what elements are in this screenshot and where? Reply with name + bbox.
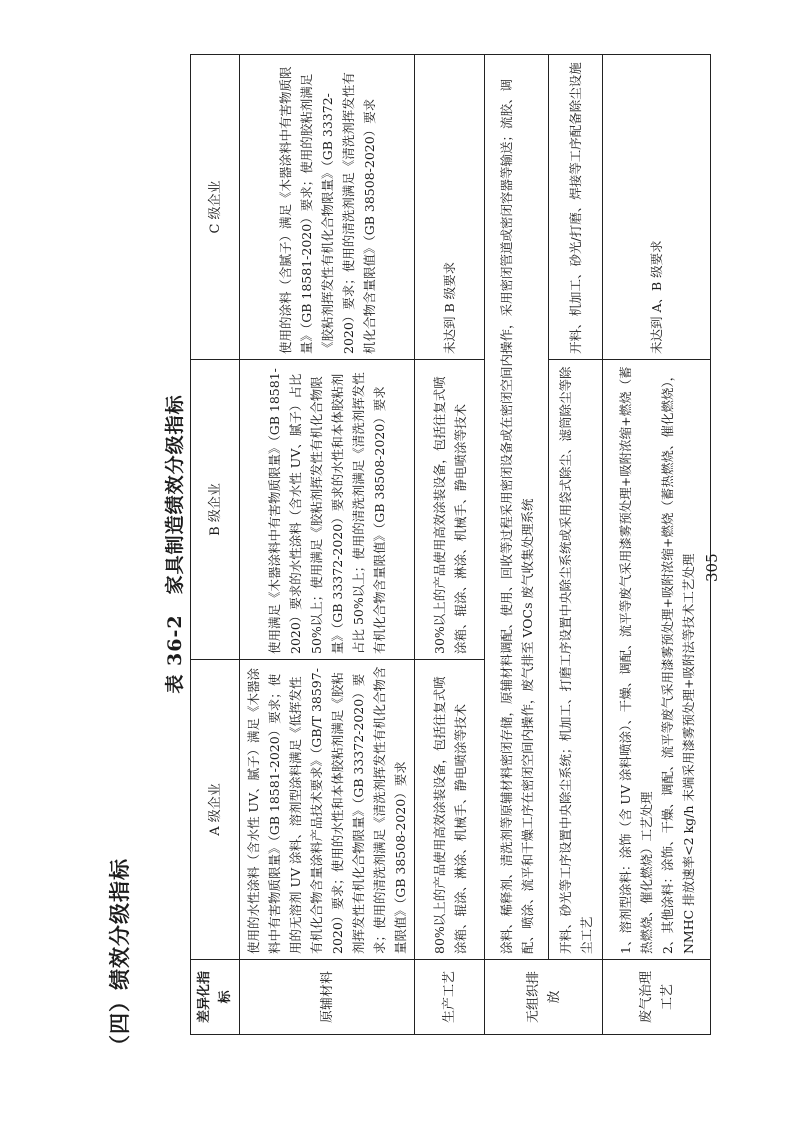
waste-gas-treatment-indicator: 废气治理工艺 [603, 960, 711, 1035]
page-number: 305 [703, 553, 721, 582]
production-process-grade-a: 80%以上的产品使用高效涂装设备，包括往复式喷涂箱、辊涂、淋涂、机械手、静电喷涂等技术 [415, 660, 485, 960]
production-process-indicator: 生产工艺 [415, 960, 485, 1035]
fugitive-emission-dust-c: 开料、机加工、砂光/打磨、焊接等工序配备除尘设施 [549, 55, 603, 360]
row-waste-gas-treatment [603, 55, 711, 1035]
fugitive-emission-dust-a-b: 开料、砂光等工序设置中央除尘系统；机加工、打磨工序设置中央除尘系统或采用袋式除尘、滤筒除尘等除尘工艺 [549, 360, 603, 960]
production-process-grade-c: 未达到 B 级要求 [415, 55, 485, 360]
section-title: （四）绩效分级指标 [107, 858, 132, 1056]
table-header-row [191, 55, 240, 1035]
raw-materials-grade-a: 使用的水性涂料（含水性 UV、腻子）满足《木器涂料中有害物质限量》（GB 18581-2020）要求；使用的无溶剂 UV 涂料、溶剂型涂料满足《低挥发性有机化合物含量涂料产品技术要求》（GB/T 38597-2020）要求；使用的水性和本体胶粘剂满足《胶粘剂挥发性有机化合物限量》（GB 33372-2020）要求；使用的清洗剂满足《清洗剂挥发性有机化合物含量限值》（GB 38508-2020）要求 [240, 660, 415, 960]
production-process-grade-b: 30%以上的产品使用高效涂装设备，包括往复式喷涂箱、辊涂、淋涂、机械手、静电喷涂等技术 [415, 360, 485, 660]
performance-grading-table [190, 54, 711, 1035]
waste-gas-treatment-a-b [603, 360, 711, 960]
waste-gas-treatment-c: 未达到 A、B 级要求 [603, 55, 711, 360]
table-caption: 表 36-2 家具制造绩效分级指标 [164, 394, 186, 694]
header-grade-b: B 级企业 [191, 360, 240, 660]
fugitive-emission-indicator: 无组织排放 [485, 960, 603, 1035]
header-grade-c: C 级企业 [191, 55, 240, 360]
raw-materials-grade-b: 使用满足《木器涂料中有害物质限量》（GB 18581-2020）要求的水性涂料（含水性 UV、腻子）占比 50%以上；使用满足《胶粘剂挥发性有机化合物限量》（GB 33372-2020）要求的水性和本体胶粘剂占比 50%以上；使用的清洗剂满足《清洗剂挥发性有机化合物含量限值》（GB 38508-2020）要求 [240, 360, 415, 660]
fugitive-emission-storage-requirement: 涂料、稀释剂、清洗剂等原辅材料密闭存储，原辅材料调配、使用、回收等过程采用密闭设备或在密闭空间内操作，采用密闭管道或密闭容器等输送；流胶、调配、喷涂、流平和干燥工序在密闭空间内操作，废气排至 VOCs 废气收集处理系统 [485, 55, 549, 960]
raw-materials-grade-c: 使用的涂料（含腻子）满足《木器涂料中有害物质限量》（GB 18581-2020）要求；使用的胶粘剂满足《胶粘剂挥发性有机化合物限量》（GB 33372-2020）要求；使用的清洗剂满足《清洗剂挥发性有机化合物含量限值》（GB 38508-2020）要求 [240, 55, 415, 360]
row-fugitive-emission-2 [549, 55, 603, 1035]
row-production-process [415, 55, 485, 1035]
waste-gas-solvent-coating: 1、溶剂型涂料：涂饰（含 UV 涂料喷涂）、干燥、调配、流平等废气采用漆雾预处理+吸附浓缩+燃烧（蓄热燃烧、催化燃烧）工艺处理 [617, 366, 654, 954]
raw-materials-indicator: 原辅材料 [240, 960, 415, 1035]
header-indicator: 差异化指标 [191, 960, 240, 1035]
header-grade-a: A 级企业 [191, 660, 240, 960]
waste-gas-other-coating: 2、其他涂料：涂饰、干燥、调配、流平等废气采用漆雾预处理+吸附浓缩+燃烧（蓄热燃烧、催化燃烧），NMHC 排放速率<2 kg/h 末端采用漆雾预处理+吸附法等技术工艺处理 [659, 368, 696, 954]
row-fugitive-emission-1 [485, 55, 549, 1035]
row-raw-materials [240, 55, 415, 1035]
